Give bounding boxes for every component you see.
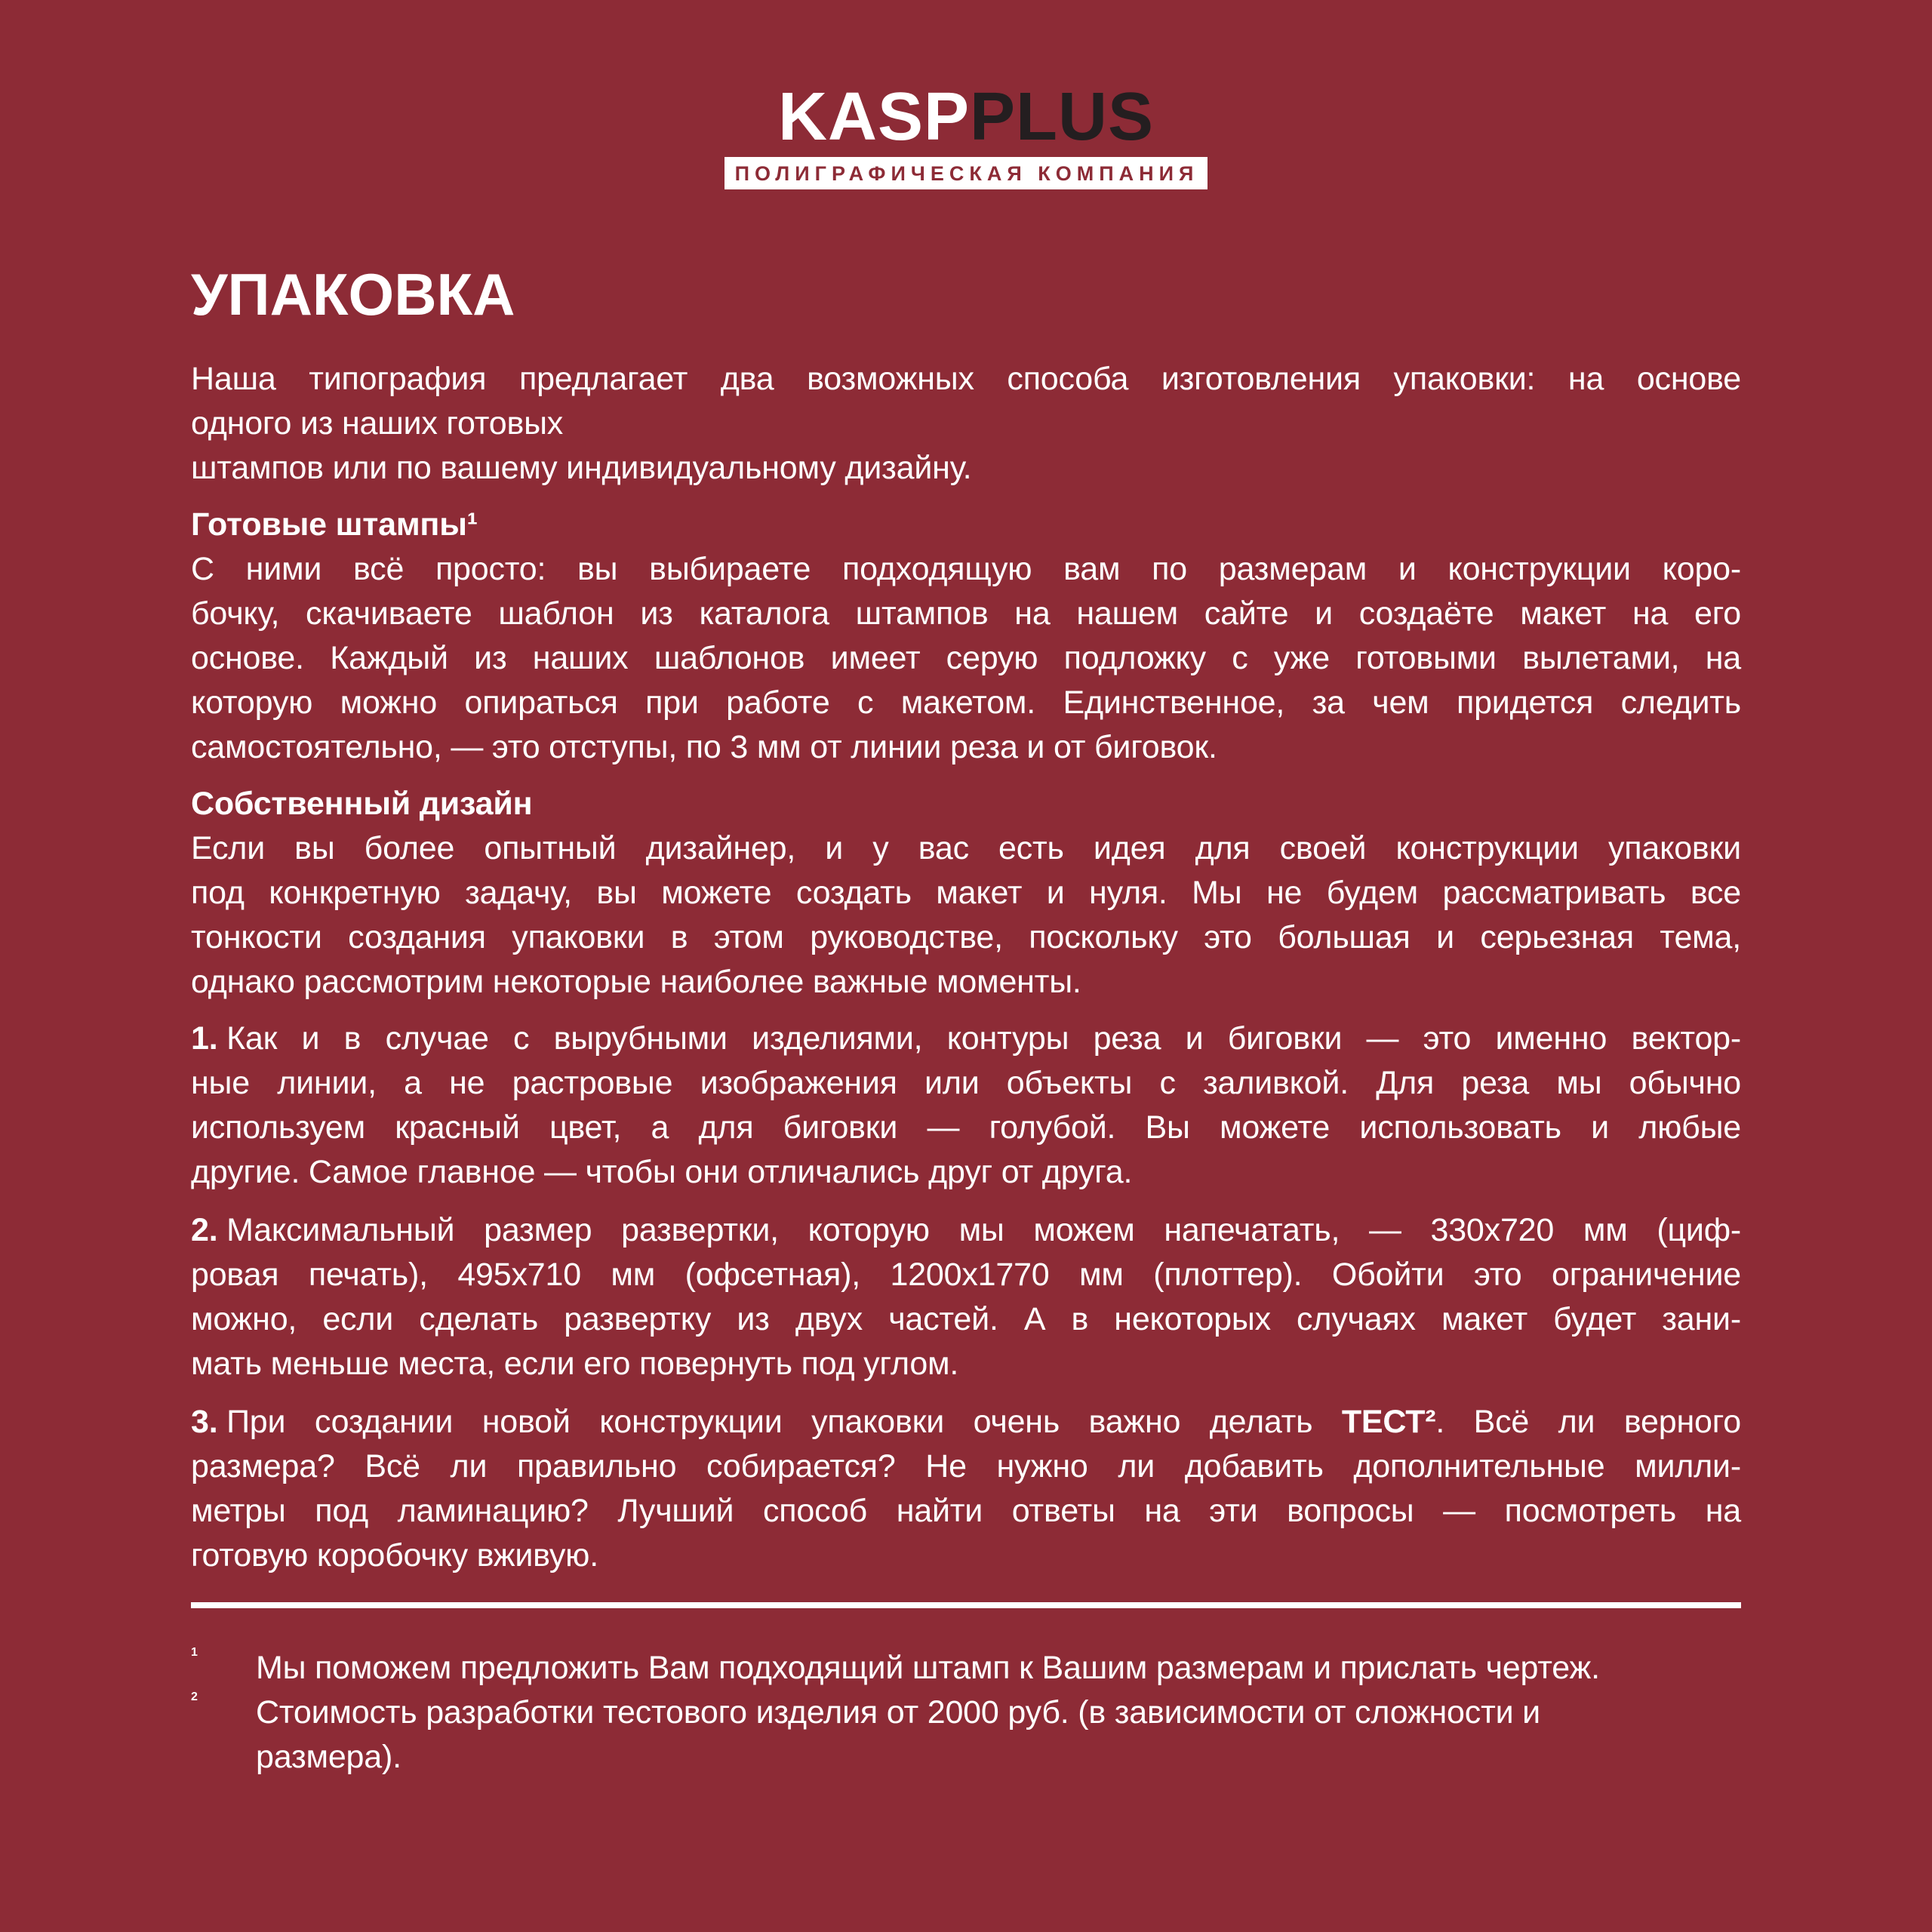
footnote-text (256, 1646, 1741, 1690)
text-line: используем красный цвет, а для биговки — голубой. Вы можете использовать и любые (191, 1109, 1741, 1146)
numbered-item-3 (191, 1400, 1741, 1578)
text-line: мать меньше места, если его повернуть под углом. (191, 1346, 959, 1382)
text-line: которую можно опираться при работе с макетом. Единственное, за чем придется следить (191, 685, 1741, 721)
text-line (191, 1400, 1741, 1444)
numbered-item-2 (191, 1208, 1741, 1386)
text-line: основе. Каждый из наших шаблонов имеет серую подложку с уже готовыми вылетами, на (191, 640, 1741, 676)
text-line: С ними всё просто: вы выбираете подходящую вам по размерам и конструкции коро- (191, 551, 1741, 587)
text-fragment: Как и в случае с вырубными изделиями, контуры реза и биговки — это именно вектор- (226, 1020, 1741, 1057)
text-line: можно, если сделать развертку из двух частей. А в некоторых случаях макет будет зани- (191, 1301, 1741, 1337)
section-heading: Собственный дизайн (191, 786, 533, 822)
text-line: одного из наших готовых (191, 405, 564, 441)
footnotes (191, 1646, 1741, 1780)
text-line: под конкретную задачу, вы можете создать макет и нуля. Мы не будем рассматривать все (191, 875, 1741, 911)
text-line: Стоимость разработки тестового изделия от 2000 руб. (в зависимости от сложности и (256, 1694, 1540, 1730)
text-fragment: При создании новой конструкции упаковки очень важно делать (226, 1404, 1313, 1440)
text-line: ровая печать), 495х710 мм (офсетная), 1200х1770 мм (плоттер). Обойти это ограничение (191, 1257, 1741, 1293)
text-line (191, 1017, 1741, 1061)
item-number: 3. (191, 1404, 218, 1440)
text-line: бочку, скачиваете шаблон из каталога штампов на нашем сайте и создаёте макет на его (191, 595, 1741, 632)
text-line: ные линии, а не растровые изображения или объекты с заливкой. Для реза мы обычно (191, 1065, 1741, 1101)
numbered-item-1 (191, 1017, 1741, 1195)
section-ready-stamps (191, 503, 1741, 770)
footnote-2 (191, 1690, 1741, 1780)
text-fragment: . Всё ли верного (1435, 1404, 1741, 1440)
divider-rule (191, 1602, 1741, 1608)
item-number: 2. (191, 1212, 218, 1248)
text-line: готовую коробочку вживую. (191, 1537, 598, 1574)
footnote-text (256, 1690, 1741, 1780)
section-heading: Готовые штампы¹ (191, 506, 478, 543)
text-line: другие. Самое главное — чтобы они отличались друг от друга. (191, 1154, 1133, 1190)
text-line: размера? Всё ли правильно собирается? Не нужно ли добавить дополнительные милли- (191, 1448, 1741, 1484)
footnote-1 (191, 1646, 1741, 1690)
text-line: метры под ламинацию? Лучший способ найти ответы на эти вопросы — посмотреть на (191, 1493, 1741, 1529)
text-fragment: Максимальный размер развертки, которую мы можем напечатать, — 330х720 мм (циф- (226, 1212, 1741, 1248)
section-own-design (191, 782, 1741, 1004)
footnote-number: 1 (191, 1646, 198, 1659)
logo-kasp-text: KASP (777, 79, 971, 155)
page-title: УПАКОВКА (191, 261, 515, 328)
item-number: 1. (191, 1020, 218, 1057)
logo (0, 0, 1932, 189)
text-line: штампов или по вашему индивидуальному дизайну. (191, 450, 972, 486)
logo-plus-text: PLUS (970, 79, 1155, 155)
logo-wordmark (0, 79, 1932, 155)
test-emphasis: ТЕСТ² (1341, 1404, 1436, 1440)
text-line: размера). (256, 1739, 401, 1775)
text-line: самостоятельно, — это отступы, по 3 мм от линии реза и от биговок. (191, 729, 1217, 765)
text-line: Наша типография предлагает два возможных способа изготовления упаковки: на основе (191, 361, 1741, 397)
text-line: тонкости создания упаковки в этом руководстве, поскольку это большая и серьезная тема, (191, 919, 1741, 955)
document-content (191, 261, 1741, 1780)
text-line: Мы поможем предложить Вам подходящий штамп к Вашим размерам и прислать чертеж. (256, 1650, 1600, 1686)
logo-tagline: ПОЛИГРАФИЧЕСКАЯ КОМПАНИЯ (724, 157, 1208, 189)
footnote-number: 2 (191, 1690, 198, 1703)
text-line: однако рассмотрим некоторые наиболее важные моменты. (191, 964, 1081, 1000)
text-line (191, 1208, 1741, 1253)
text-line: Если вы более опытный дизайнер, и у вас есть идея для своей конструкции упаковки (191, 830, 1741, 866)
intro-paragraph (191, 357, 1741, 491)
